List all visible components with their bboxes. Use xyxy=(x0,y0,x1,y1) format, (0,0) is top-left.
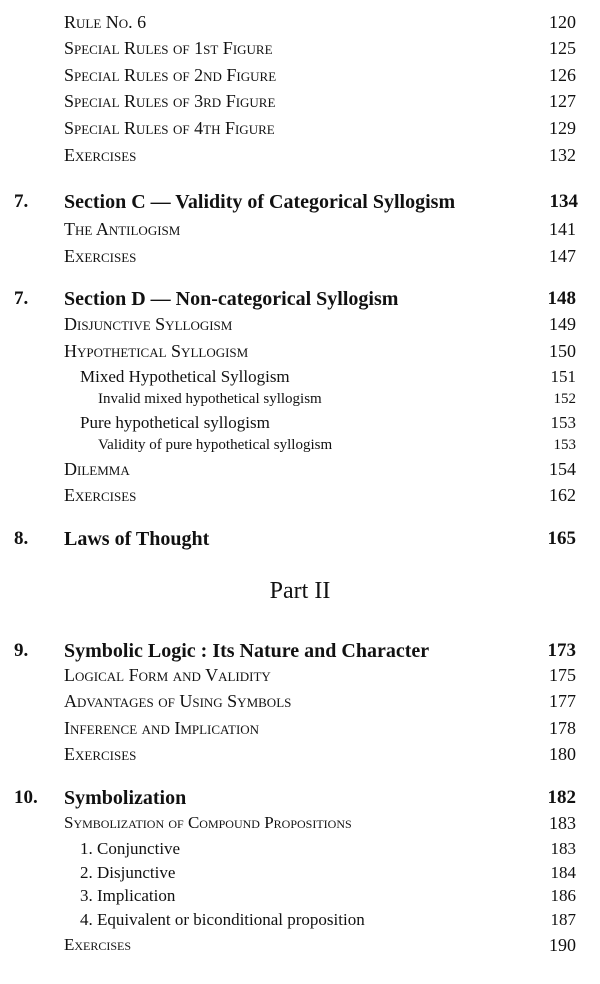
entry-page: 183 xyxy=(550,839,576,858)
entry-page: 153 xyxy=(553,437,576,453)
section-title: Section D — Non-categorical Syllogism xyxy=(64,288,399,310)
toc-entry xyxy=(0,839,600,863)
toc-entry xyxy=(0,813,600,837)
section-title: Laws of Thought xyxy=(64,528,210,550)
entry-title: Logical Form and Validity xyxy=(64,665,271,685)
entry-page: 154 xyxy=(549,459,576,479)
toc-section xyxy=(0,787,600,811)
entry-page: 152 xyxy=(553,391,576,407)
entry-title: Symbolization of Compound Propositions xyxy=(64,813,352,832)
entry-page: 147 xyxy=(549,246,576,266)
entry-page: 151 xyxy=(550,367,576,386)
entry-page: 120 xyxy=(549,12,576,32)
toc-section xyxy=(0,640,600,664)
entry-title: Special Rules of 2nd Figure xyxy=(64,65,277,85)
toc-entry xyxy=(0,665,600,689)
entry-page: 153 xyxy=(550,413,576,432)
section-number: 10. xyxy=(14,787,38,808)
toc-section xyxy=(0,191,600,215)
entry-page: 127 xyxy=(549,91,576,111)
toc-entry xyxy=(0,391,600,415)
entry-page: 187 xyxy=(550,910,576,929)
toc-entry xyxy=(0,246,600,270)
entry-title: The Antilogism xyxy=(64,219,181,239)
toc-entry xyxy=(0,413,600,437)
entry-title: Hypothetical Syllogism xyxy=(64,341,249,361)
entry-page: 175 xyxy=(549,665,576,685)
toc-entry xyxy=(0,863,600,887)
section-page: 165 xyxy=(547,528,576,549)
entry-title: Advantages of Using Symbols xyxy=(64,691,292,711)
entry-title: Mixed Hypothetical Syllogism xyxy=(80,367,290,386)
entry-title: 1. Conjunctive xyxy=(80,839,181,858)
section-page: 134 xyxy=(549,191,578,212)
section-title: Symbolic Logic : Its Nature and Character xyxy=(64,640,430,662)
toc-entry xyxy=(0,459,600,483)
toc-entry xyxy=(0,118,600,142)
toc-entry xyxy=(0,12,600,36)
toc-entry xyxy=(0,38,600,62)
toc-entry xyxy=(0,718,600,742)
entry-page: 126 xyxy=(549,65,576,85)
entry-title: Rule No. 6 xyxy=(64,12,147,32)
entry-title: Exercises xyxy=(64,246,137,266)
entry-title: 3. Implication xyxy=(80,886,176,905)
entry-title: Validity of pure hypothetical syllogism xyxy=(98,437,333,453)
toc-entry xyxy=(0,935,600,959)
entry-page: 190 xyxy=(549,935,576,955)
entry-title: Invalid mixed hypothetical syllogism xyxy=(98,391,322,407)
entry-page: 132 xyxy=(549,145,576,165)
entry-title: Exercises xyxy=(64,145,137,165)
section-number: 8. xyxy=(14,528,29,549)
entry-title: Exercises xyxy=(64,744,137,764)
section-number: 7. xyxy=(14,288,29,309)
toc-entry xyxy=(0,145,600,169)
entry-page: 149 xyxy=(549,314,576,334)
toc-entry xyxy=(0,744,600,768)
entry-page: 162 xyxy=(549,485,576,505)
entry-page: 125 xyxy=(549,38,576,58)
entry-page: 150 xyxy=(549,341,576,361)
toc-entry xyxy=(0,65,600,89)
entry-title: Special Rules of 1st Figure xyxy=(64,38,273,58)
entry-page: 184 xyxy=(550,863,576,882)
entry-page: 180 xyxy=(549,744,576,764)
section-page: 148 xyxy=(547,288,576,309)
part-heading: Part II xyxy=(269,578,331,604)
toc-section xyxy=(0,528,600,552)
entry-page: 186 xyxy=(550,886,576,905)
entry-page: 177 xyxy=(549,691,576,711)
toc-entry xyxy=(0,219,600,243)
toc-entry xyxy=(0,691,600,715)
entry-title: Pure hypothetical syllogism xyxy=(80,413,270,432)
section-page: 182 xyxy=(547,787,576,808)
toc-entry xyxy=(0,910,600,934)
toc-entry xyxy=(0,314,600,338)
entry-title: Inference and Implication xyxy=(64,718,260,738)
toc-entry xyxy=(0,341,600,365)
toc-section xyxy=(0,288,600,312)
entry-title: Disjunctive Syllogism xyxy=(64,314,233,334)
toc-entry xyxy=(0,886,600,910)
toc-entry xyxy=(0,367,600,391)
toc-entry xyxy=(0,437,600,461)
entry-page: 141 xyxy=(549,219,576,239)
section-title: Section C — Validity of Categorical Syllogism xyxy=(64,191,456,213)
entry-title: Exercises xyxy=(64,485,137,505)
section-number: 9. xyxy=(14,640,29,661)
section-page: 173 xyxy=(547,640,576,661)
entry-title: 2. Disjunctive xyxy=(80,863,176,882)
entry-page: 178 xyxy=(549,718,576,738)
entry-title: Special Rules of 3rd Figure xyxy=(64,91,276,111)
toc-entry xyxy=(0,91,600,115)
entry-page: 129 xyxy=(549,118,576,138)
entry-page: 183 xyxy=(549,813,576,833)
section-number: 7. xyxy=(14,191,29,212)
section-title: Symbolization xyxy=(64,787,187,809)
entry-title: Exercises xyxy=(64,935,132,954)
entry-title: Dilemma xyxy=(64,459,130,479)
entry-title: 4. Equivalent or biconditional proposition xyxy=(80,910,365,929)
toc-entry xyxy=(0,485,600,509)
entry-title: Special Rules of 4th Figure xyxy=(64,118,275,138)
